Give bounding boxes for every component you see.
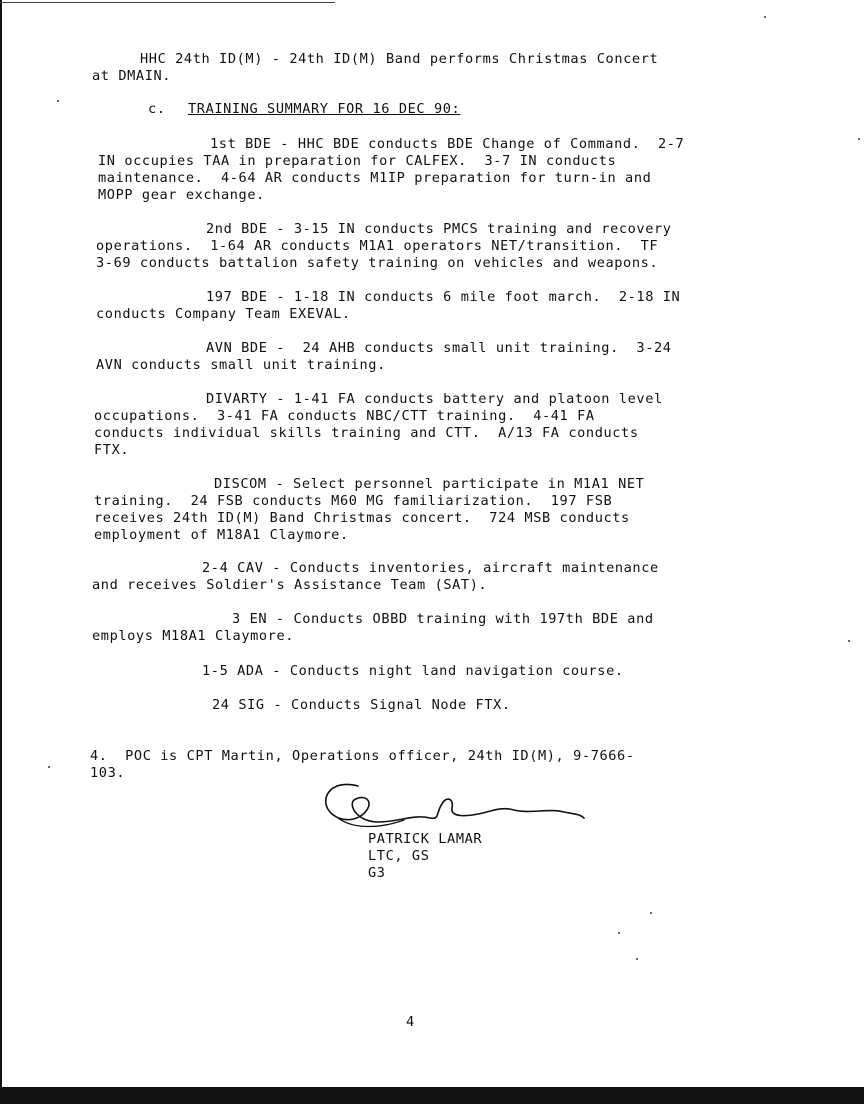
scan-top-edge xyxy=(0,2,335,3)
signer-name: PATRICK LAMAR xyxy=(368,831,483,847)
unit-line: 1-5 ADA - Conducts night land navigation course. xyxy=(202,663,624,679)
unit-line: 24 SIG - Conducts Signal Node FTX. xyxy=(212,697,511,713)
unit-line: employs M18A1 Claymore. xyxy=(92,628,295,644)
unit-line: and receives Soldier's Assistance Team (SAT). xyxy=(92,577,488,593)
scan-bottom-edge xyxy=(0,1087,864,1104)
unit-line: AVN conducts small unit training. xyxy=(96,357,386,373)
unit-line: 2-4 CAV - Conducts inventories, aircraft maintenance xyxy=(202,560,659,576)
unit-line: 2nd BDE - 3-15 IN conducts PMCS training and recovery xyxy=(206,221,672,237)
unit-line: conducts Company Team EXEVAL. xyxy=(96,306,351,322)
unit-line: conducts individual skills training and CTT. A/13 FA conducts xyxy=(94,425,639,441)
unit-line: AVN BDE - 24 AHB conducts small unit training. 3-24 xyxy=(206,340,672,356)
unit-line: 1st BDE - HHC BDE conducts BDE Change of Command. 2-7 xyxy=(210,136,685,152)
signer-rank: LTC, GS xyxy=(368,848,430,864)
scan-speck xyxy=(848,640,850,642)
unit-line: maintenance. 4-64 AR conducts M1IP preparation for turn-in and xyxy=(98,170,652,186)
poc-line: 4. POC is CPT Martin, Operations officer, 24th ID(M), 9-7666- xyxy=(90,748,635,764)
handwritten-signature xyxy=(318,778,588,838)
unit-line: employment of M18A1 Claymore. xyxy=(94,527,349,543)
page-number: 4 xyxy=(406,1014,415,1030)
scan-speck xyxy=(650,912,652,914)
poc-line: 103. xyxy=(90,765,126,781)
unit-line: occupations. 3-41 FA conducts NBC/CTT training. 4-41 FA xyxy=(94,408,595,424)
scan-speck xyxy=(618,932,620,934)
unit-line: FTX. xyxy=(94,442,130,458)
unit-line: training. 24 FSB conducts M60 MG familiarization. 197 FSB xyxy=(94,493,613,509)
scan-speck xyxy=(636,958,638,960)
unit-line: 197 BDE - 1-18 IN conducts 6 mile foot march. 2-18 IN xyxy=(206,289,681,305)
unit-line: DISCOM - Select personnel participate in M1A1 NET xyxy=(214,476,645,492)
scan-left-edge xyxy=(0,0,2,1104)
unit-line: receives 24th ID(M) Band Christmas concert. 724 MSB conducts xyxy=(94,510,630,526)
unit-line: DIVARTY - 1-41 FA conducts battery and platoon level xyxy=(206,391,663,407)
scan-speck xyxy=(57,100,59,102)
training-summary-heading: TRAINING SUMMARY FOR 16 DEC 90: xyxy=(188,101,461,117)
header-line-1: HHC 24th ID(M) - 24th ID(M) Band performs Christmas Concert xyxy=(140,51,659,67)
scan-speck xyxy=(764,16,766,18)
unit-line: 3 EN - Conducts OBBD training with 197th BDE and xyxy=(232,611,654,627)
scan-speck xyxy=(48,766,50,768)
header-line-2: at DMAIN. xyxy=(92,68,172,84)
unit-line: operations. 1-64 AR conducts M1A1 operators NET/transition. TF xyxy=(96,238,659,254)
unit-line: IN occupies TAA in preparation for CALFEX. 3-7 IN conducts xyxy=(98,153,617,169)
unit-line: 3-69 conducts battalion safety training on vehicles and weapons. xyxy=(96,255,659,271)
unit-line: MOPP gear exchange. xyxy=(98,187,265,203)
training-summary-prefix: c. xyxy=(148,101,166,117)
signer-office: G3 xyxy=(368,865,386,881)
scan-speck xyxy=(858,138,860,140)
